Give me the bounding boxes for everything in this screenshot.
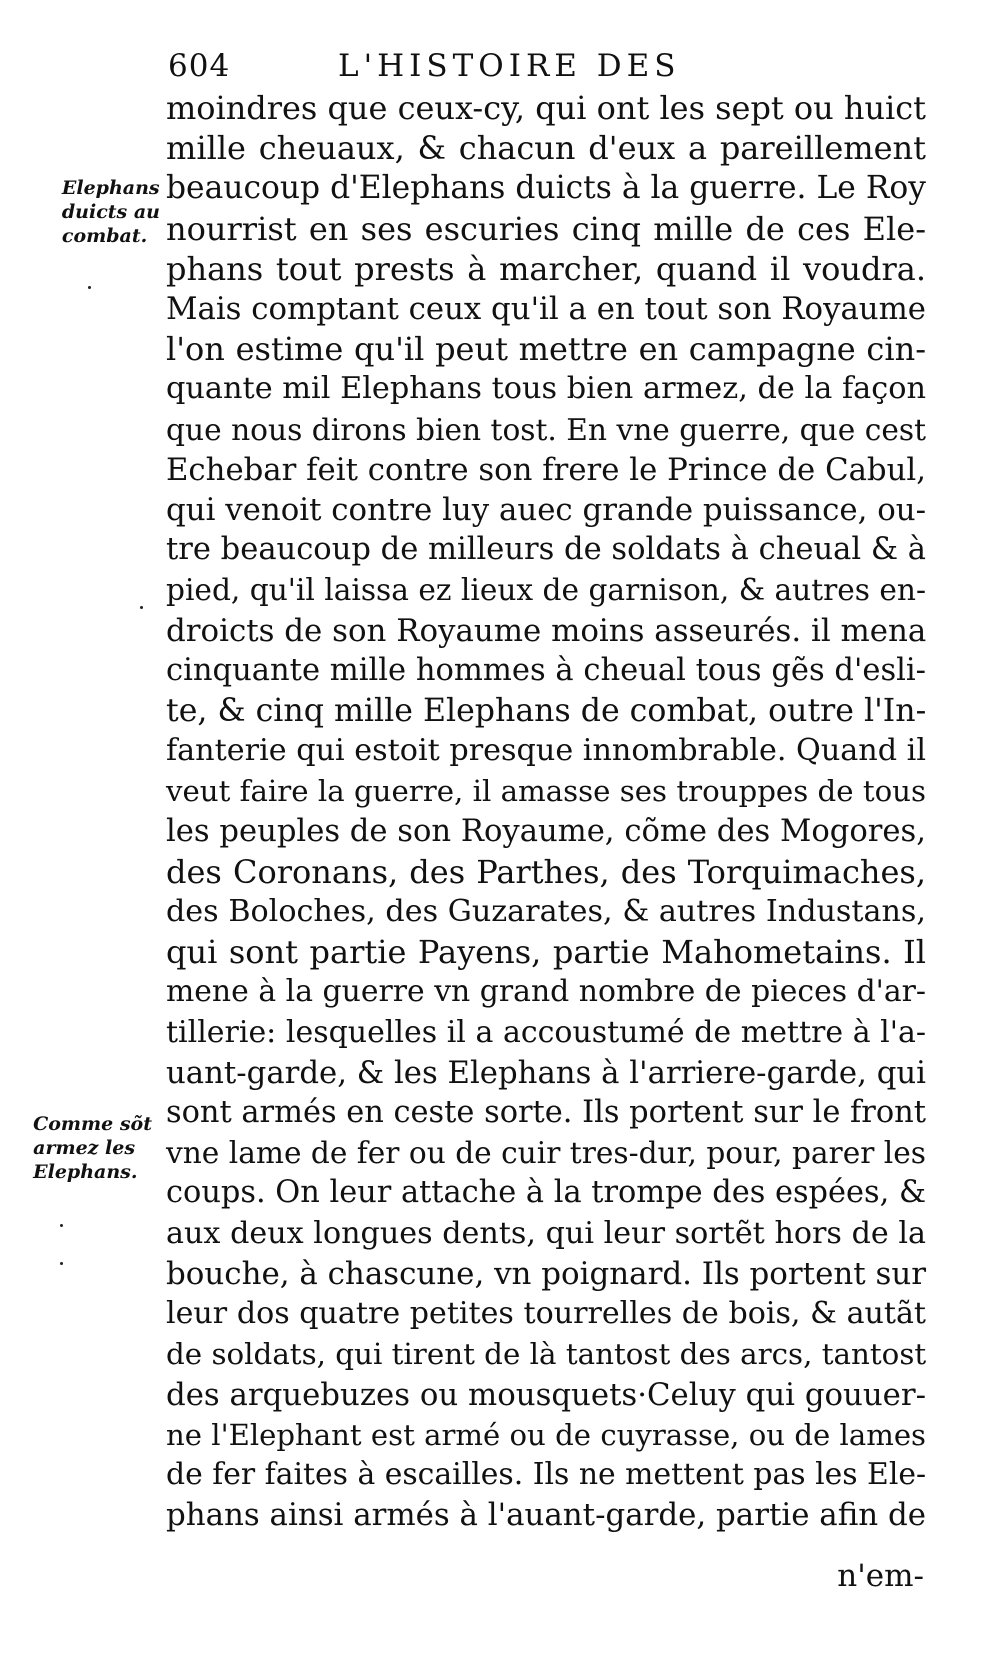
margin-note-line: Elephans. [33, 1161, 138, 1183]
text-line: l'on estime qu'il peut mettre en campagne cin- [166, 330, 926, 369]
text-line: des Coronans, des Parthes, des Torquimaches, [166, 852, 926, 891]
body-text [166, 88, 926, 1535]
text-line: sont armés en ceste sorte. Ils portent sur le front [166, 1095, 926, 1131]
text-line: fanterie qui estoit presque innombrable. Quand il [166, 733, 926, 769]
text-line: te, & cinq mille Elephans de combat, outre l'In- [166, 693, 927, 730]
text-line: des arquebuzes ou mousquets·Celuy qui gouuer- [166, 1376, 926, 1413]
text-line: cinquante mille hommes à cheual tous gẽs d'esli- [166, 652, 926, 688]
text-line: phans tout prests à marcher, quand il voudra. [166, 249, 926, 288]
text-line: Echebar feit contre son frere le Prince de Cabul, [166, 451, 926, 488]
text-line: qui venoit contre luy auec grande puissance, ou- [166, 492, 927, 529]
text-line: tre beaucoup de milleurs de soldats à cheual & à [166, 532, 926, 568]
running-head [168, 48, 908, 92]
text-line: coups. On leur attache à la trompe des espées, & [166, 1175, 926, 1211]
ink-speck [60, 1262, 63, 1265]
text-line: qui sont partie Payens, partie Mahometains. Il [166, 933, 926, 972]
margin-note-line: duicts au [61, 201, 160, 223]
text-line: quante mil Elephans tous bien armez, de la façon [166, 371, 926, 407]
text-line: bouche, à chascune, vn poignard. Ils portent sur [166, 1255, 927, 1292]
text-line: pied, qu'il laissa ez lieux de garnison, & autres en- [166, 573, 926, 608]
text-line: tillerie: lesquelles il a accoustumé de mettre à l'a- [166, 1014, 926, 1050]
text-line: que nous dirons bien tost. En vne guerre, que cest [166, 411, 926, 447]
margin-note-how-elephants-armed [33, 1112, 152, 1184]
margin-note-line: armez les [33, 1137, 136, 1159]
catchword: n'em- [837, 1558, 924, 1594]
text-line: les peuples de son Royaume, cõme des Mogores, [166, 813, 926, 849]
running-title: L'HISTOIRE DES [338, 48, 681, 84]
text-line: leur dos quatre petites tourrelles de bois, & autãt [166, 1296, 926, 1332]
text-line: mille cheuaux, & chacun d'eux a pareillement [166, 129, 926, 168]
text-line: de soldats, qui tirent de là tantost des arcs, tantost [166, 1337, 927, 1372]
text-line: nourrist en ses escuries cinq mille de ces Ele- [166, 209, 926, 248]
ink-speck [88, 286, 91, 289]
text-line: beaucoup d'Elephans duicts à la guerre. Le Roy [166, 170, 926, 207]
text-line: de fer faites à escailles. Ils ne mettent pas les Ele- [166, 1456, 927, 1492]
text-line: vne lame de fer ou de cuir tres-dur, pour, parer les [166, 1136, 926, 1171]
text-line: aux deux longues dents, qui leur sortẽt hors de la [166, 1215, 926, 1251]
margin-note-line: combat. [61, 225, 148, 247]
margin-note-elephants-for-combat [62, 176, 160, 248]
margin-note-line: Comme sõt [33, 1113, 152, 1135]
page-number: 604 [168, 48, 231, 84]
text-line: des Boloches, des Guzarates, & autres Industans, [166, 894, 926, 930]
text-line: ne l'Elephant est armé ou de cuyrasse, ou de lames [166, 1417, 926, 1452]
text-line: mene à la guerre vn grand nombre de pieces d'ar- [166, 974, 926, 1010]
text-line: droicts de son Royaume moins asseurés. il mena [166, 612, 927, 649]
ink-speck [60, 1224, 63, 1227]
text-line: phans ainsi armés à l'auant-garde, partie afin de [166, 1497, 926, 1534]
text-line: veut faire la guerre, il amasse ses trouppes de tous [166, 774, 926, 809]
text-line: uant-garde, & les Elephans à l'arriere-garde, qui [166, 1054, 926, 1091]
text-line: moindres que ceux-cy, qui ont les sept ou huict [166, 89, 926, 127]
margin-note-line: Elephans [61, 177, 160, 199]
ink-speck [140, 606, 143, 609]
text-line: Mais comptant ceux qu'il a en tout son Royaume [166, 291, 926, 328]
